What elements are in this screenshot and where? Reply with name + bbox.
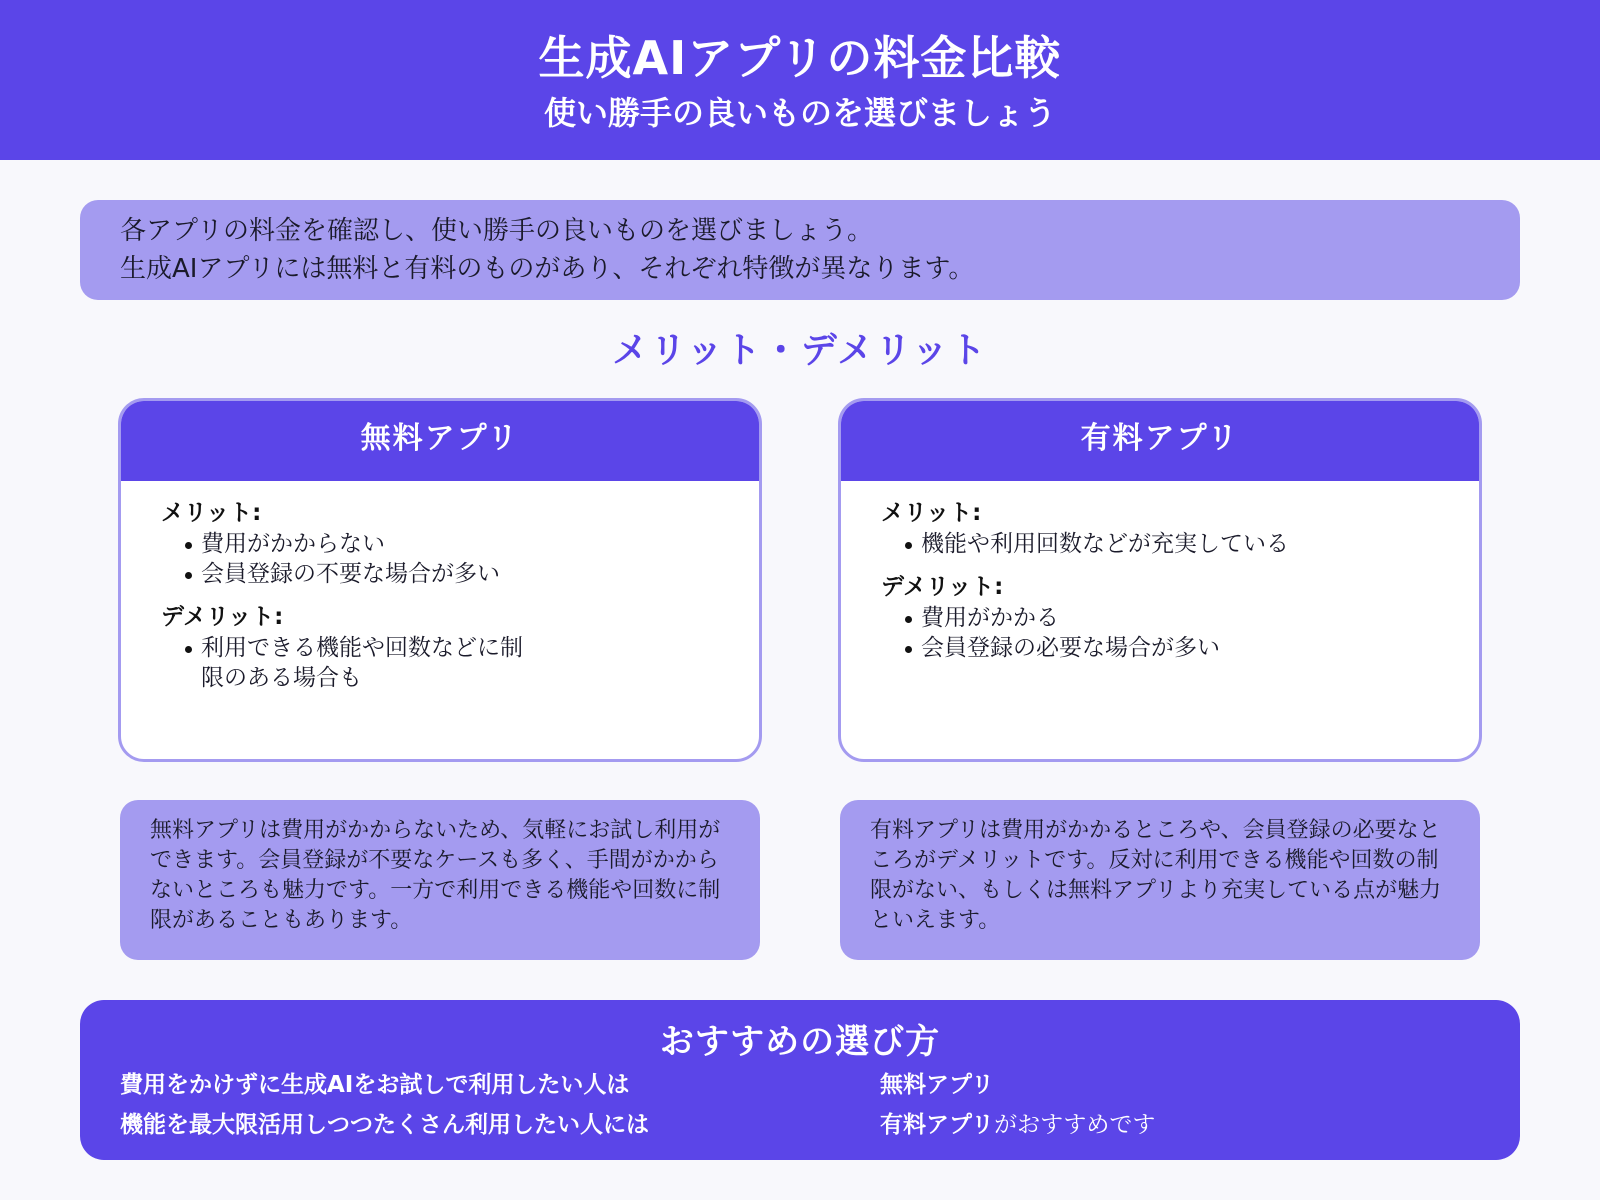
recommendation-answer-2-suffix: がおすすめです xyxy=(994,1112,1156,1138)
free-demerit-list xyxy=(161,633,719,693)
paid-demerit-label: デメリット: xyxy=(881,574,1004,600)
recommendation-answer-1 xyxy=(880,1066,994,1099)
intro-box xyxy=(80,200,1520,300)
list-item: 費用がかからない xyxy=(161,529,719,559)
paid-app-card xyxy=(838,398,1482,762)
list-item: 機能や利用回数などが充実している xyxy=(881,529,1439,559)
paid-demerit-list xyxy=(881,603,1439,663)
free-app-summary: 無料アプリは費用がかからないため、気軽にお試し利用ができます。会員登録が不要なケースも多く、手間がかからないところも魅力です。一方で利用できる機能や回数に制限があることもあります。 xyxy=(120,800,760,960)
free-app-card-title: 無料アプリ xyxy=(121,401,759,481)
recommendation-answer-2 xyxy=(880,1106,1155,1139)
list-item: 利用できる機能や回数などに制限のある場合も xyxy=(161,633,531,693)
free-merit-list xyxy=(161,529,719,589)
page-subtitle: 使い勝手の良いものを選びましょう xyxy=(543,94,1056,132)
intro-line-1: 各アプリの料金を確認し、使い勝手の良いものを選びましょう。 xyxy=(120,216,873,246)
intro-line-2: 生成AIアプリには無料と有料のものがあり、それぞれ特徴が異なります。 xyxy=(120,254,975,284)
header-banner xyxy=(0,0,1600,160)
section-title: メリット・デメリット xyxy=(612,330,988,371)
recommendation-box xyxy=(80,1000,1520,1160)
page-title: 生成AIアプリの料金比較 xyxy=(538,31,1062,85)
free-demerit-label: デメリット: xyxy=(161,604,284,630)
paid-merit-label: メリット: xyxy=(881,500,982,526)
recommendation-title: おすすめの選び方 xyxy=(659,1022,941,1062)
list-item: 会員登録の必要な場合が多い xyxy=(881,633,1439,663)
recommendation-condition-2: 機能を最大限活用しつつたくさん利用したい人には xyxy=(120,1112,649,1138)
list-item: 費用がかかる xyxy=(881,603,1439,633)
recommendation-condition-1: 費用をかけずに生成AIをお試しで利用したい人は xyxy=(120,1072,630,1098)
recommendation-answer-2-app: 有料アプリ xyxy=(880,1112,995,1138)
list-item: 会員登録の不要な場合が多い xyxy=(161,559,719,589)
paid-app-card-title: 有料アプリ xyxy=(841,401,1479,481)
free-app-card xyxy=(118,398,762,762)
paid-app-summary: 有料アプリは費用がかかるところや、会員登録の必要なところがデメリットです。反対に利用できる機能や回数の制限がない、もしくは無料アプリより充実している点が魅力といえます。 xyxy=(840,800,1480,960)
recommendation-answer-1-text: 無料アプリ xyxy=(880,1072,995,1098)
paid-merit-list xyxy=(881,529,1439,559)
free-merit-label: メリット: xyxy=(161,500,262,526)
